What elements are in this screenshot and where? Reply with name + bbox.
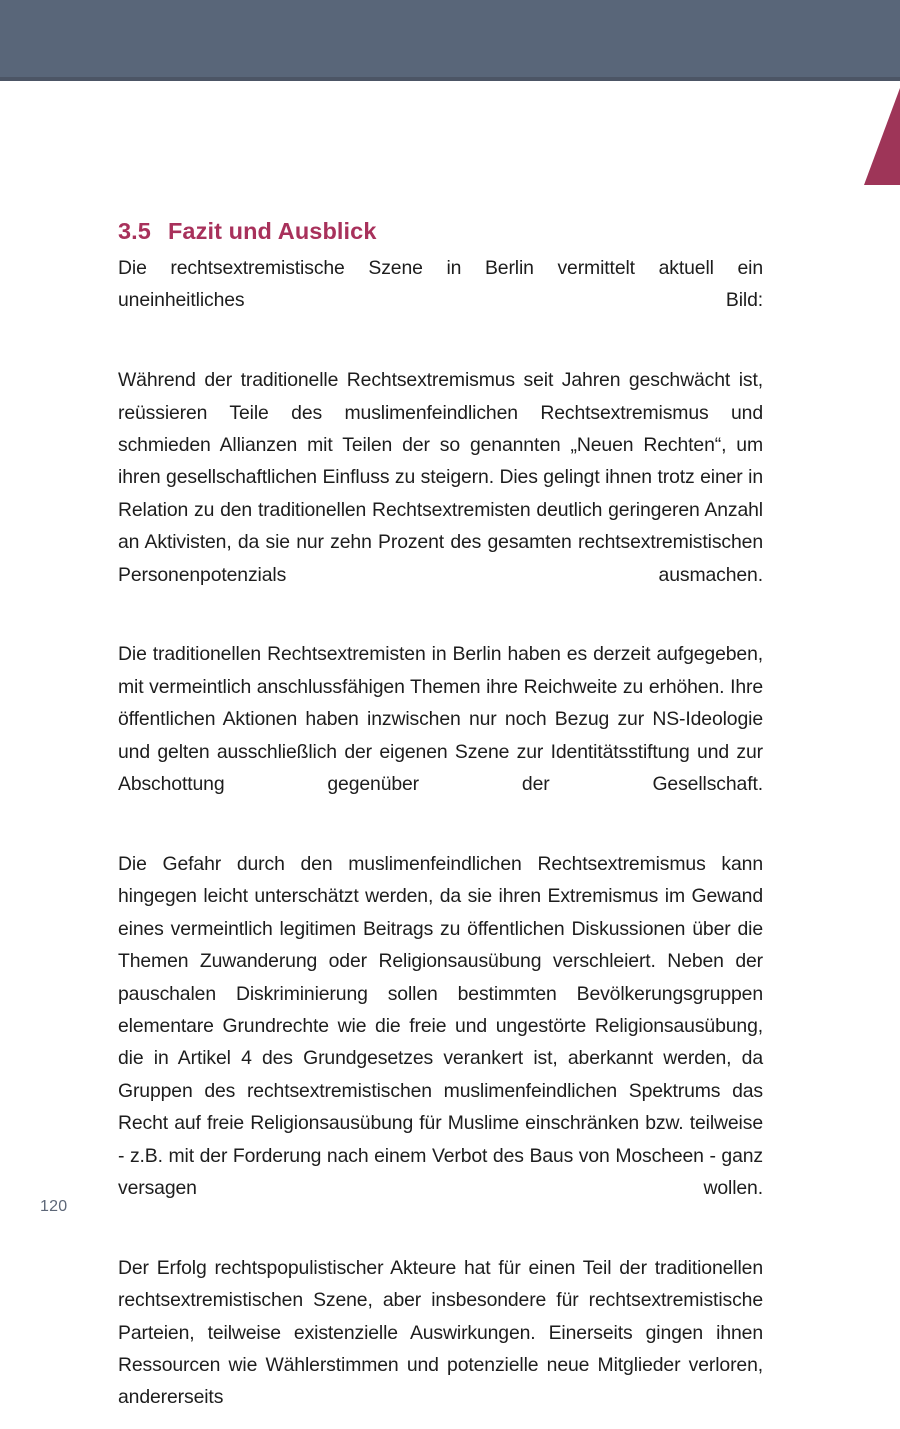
paragraph: Die Gefahr durch den muslimenfeindlichen Rechtsextremismus kann hingegen leicht unterschätzt werden, da sie ihren Extremismus im Gewand eines vermeintlich legitimen Beitrags zu öffentlichen Diskussionen über die Themen Zuwanderung oder Religionsausübung verschleiert. Neben der pauschalen Diskriminierung sollen bestimmten Bevölkerungsgruppen elementare Grundrechte wie die freie und ungestörte Religionsausübung, die in Artikel 4 des Grundgesetzes verankert ist, aberkannt werden, da Gruppen des rechtsextremistischen muslimenfeindlichen Spektrums das Recht auf freie Religionsausübung für Muslime einschränken bzw. teilweise - z.B. mit der Forderung nach einem Verbot des Baus von Moscheen - ganz versagen wollen. (118, 852, 763, 1199)
paragraph: Der Erfolg rechtspopulistischer Akteure hat für einen Teil der traditionellen rechtsextremistischen Szene, aber insbesondere für rechtsextremistische Parteien, teilweise existenzielle Auswirkungen. Einerseits gingen ihnen Ressourcen wie Wählerstimmen und potenzielle neue Mitglieder verloren, andererseits (118, 1256, 763, 1409)
section-number: 3.5 (118, 218, 151, 244)
paragraph: Die traditionellen Rechtsextremisten in Berlin haben es derzeit aufgegeben, mit vermeintlich anschlussfähigen Themen ihre Reichweite zu erhöhen. Ihre öffentlichen Aktionen haben inzwischen nur noch Bezug zur NS-Ideologie und gelten ausschließlich der eigenen Szene zur Identitätsstiftung und zur Abschottung gegenüber der Gesellschaft. (118, 643, 763, 796)
paragraph: Während der traditionelle Rechtsextremismus seit Jahren geschwächt ist, reüssieren Teile des muslimenfeindlichen Rechtsextremismus und schmieden Allianzen mit Teilen der so genannten „Neuen Rechten“, um ihren gesellschaftlichen Einfluss zu steigern. Dies gelingt ihnen trotz einer in Relation zu den traditionellen Rechtsextremisten deutlich geringeren Anzahl an Aktivisten, da sie nur zehn Prozent des gesamten rechtsextremistischen Personenpotenzials ausmachen. (118, 369, 763, 586)
header-band-rule (0, 77, 900, 81)
body-text (118, 252, 763, 1429)
page-number: 120 (40, 1198, 68, 1215)
corner-wedge-decoration (864, 88, 900, 185)
paragraph: Die rechtsextremistische Szene in Berlin vermittelt aktuell ein uneinheitliches Bild: (118, 257, 763, 312)
page-title (118, 218, 763, 245)
header-decorative-band (0, 0, 900, 77)
section-title: Fazit und Ausblick (167, 218, 377, 244)
